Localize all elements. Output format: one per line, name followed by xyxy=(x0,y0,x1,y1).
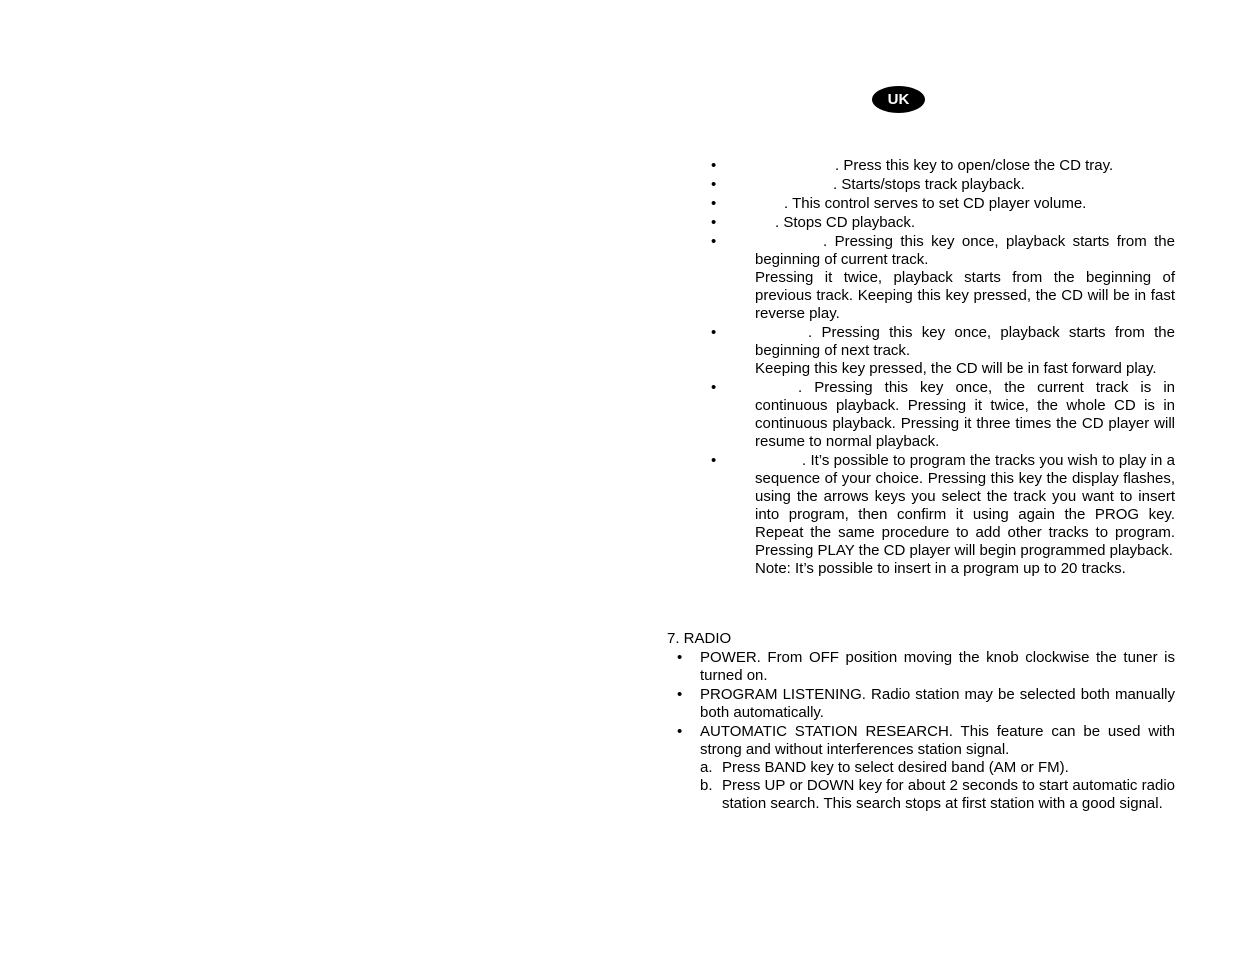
bullet-icon: • xyxy=(677,649,683,666)
uk-language-badge: UK xyxy=(872,86,925,113)
bullet-icon: • xyxy=(711,157,717,174)
list-item xyxy=(711,233,1175,323)
item-text-content: . It’s possible to program the tracks you wish to play in a sequence of your choice. Pressing this key the display flashes, using the arrows keys you select the track you want to insert into program, then confirm it using again the PROG key. Repeat the same procedure to add other tracks to program. Pressing PLAY the CD player will begin programmed playback. xyxy=(755,452,1175,559)
item-text xyxy=(755,176,1175,194)
bullet-icon: • xyxy=(711,452,717,469)
step-text: Press BAND key to select desired band (AM or FM). xyxy=(722,759,1069,776)
list-item xyxy=(677,686,1175,722)
item-text xyxy=(755,379,1175,451)
item-text: Pressing it twice, playback starts from the beginning of previous track. Keeping this key pressed, the CD will be in fast reverse play. xyxy=(755,269,1175,322)
list-item xyxy=(711,157,1175,175)
list-item xyxy=(711,176,1175,194)
item-text xyxy=(755,452,1175,560)
item-text: Keeping this key pressed, the CD will be in fast forward play. xyxy=(755,360,1157,377)
item-text xyxy=(755,195,1175,213)
item-text xyxy=(755,324,1175,360)
step-text: Press UP or DOWN key for about 2 seconds to start automatic radio station search. This search stops at first station with a good signal. xyxy=(722,777,1175,812)
list-item xyxy=(711,379,1175,451)
item-text xyxy=(755,214,1175,232)
list-item xyxy=(711,324,1175,378)
step-item xyxy=(700,759,1175,777)
list-item xyxy=(677,723,1175,813)
bullet-icon: • xyxy=(711,214,717,231)
item-text: POWER. From OFF position moving the knob clockwise the tuner is turned on. xyxy=(700,649,1175,684)
item-text-content: . Stops CD playback. xyxy=(775,214,916,231)
bullet-icon: • xyxy=(711,233,717,250)
list-item xyxy=(711,214,1175,232)
bullet-icon: • xyxy=(677,686,683,703)
item-text-content: . Pressing this key once, playback starts from the beginning of next track. xyxy=(755,324,1175,359)
list-item xyxy=(711,195,1175,213)
item-text: Note: It’s possible to insert in a program up to 20 tracks. xyxy=(755,560,1126,577)
cd-controls-list xyxy=(711,157,1175,579)
step-marker: b. xyxy=(700,777,713,794)
steps-list xyxy=(700,759,1175,813)
item-text-content: . Pressing this key once, playback starts from the beginning of current track. xyxy=(755,233,1175,268)
bullet-icon: • xyxy=(677,723,683,740)
bullet-icon: • xyxy=(711,195,717,212)
bullet-icon: • xyxy=(711,324,717,341)
section-heading: 7. RADIO xyxy=(667,630,732,647)
list-item xyxy=(677,649,1175,685)
item-text: PROGRAM LISTENING. Radio station may be selected both manually both automatically. xyxy=(700,686,1175,721)
item-text-content: . Pressing this key once, the current track is in continuous playback. Pressing it twice, the whole CD is in continuous playback. Pressing it three times the CD player will resume to normal playback. xyxy=(755,379,1175,450)
step-item xyxy=(700,777,1175,813)
item-text-content: . Starts/stops track playback. xyxy=(833,176,1025,193)
item-text xyxy=(755,157,1175,175)
item-text: AUTOMATIC STATION RESEARCH. This feature can be used with strong and without interferences station signal. xyxy=(700,723,1175,758)
bullet-icon: • xyxy=(711,176,717,193)
bullet-icon: • xyxy=(711,379,717,396)
item-text-content: . Press this key to open/close the CD tray. xyxy=(835,157,1114,174)
item-text-content: . This control serves to set CD player volume. xyxy=(784,195,1087,212)
step-marker: a. xyxy=(700,759,713,776)
list-item xyxy=(711,452,1175,578)
radio-list xyxy=(677,649,1175,814)
item-text xyxy=(755,233,1175,269)
